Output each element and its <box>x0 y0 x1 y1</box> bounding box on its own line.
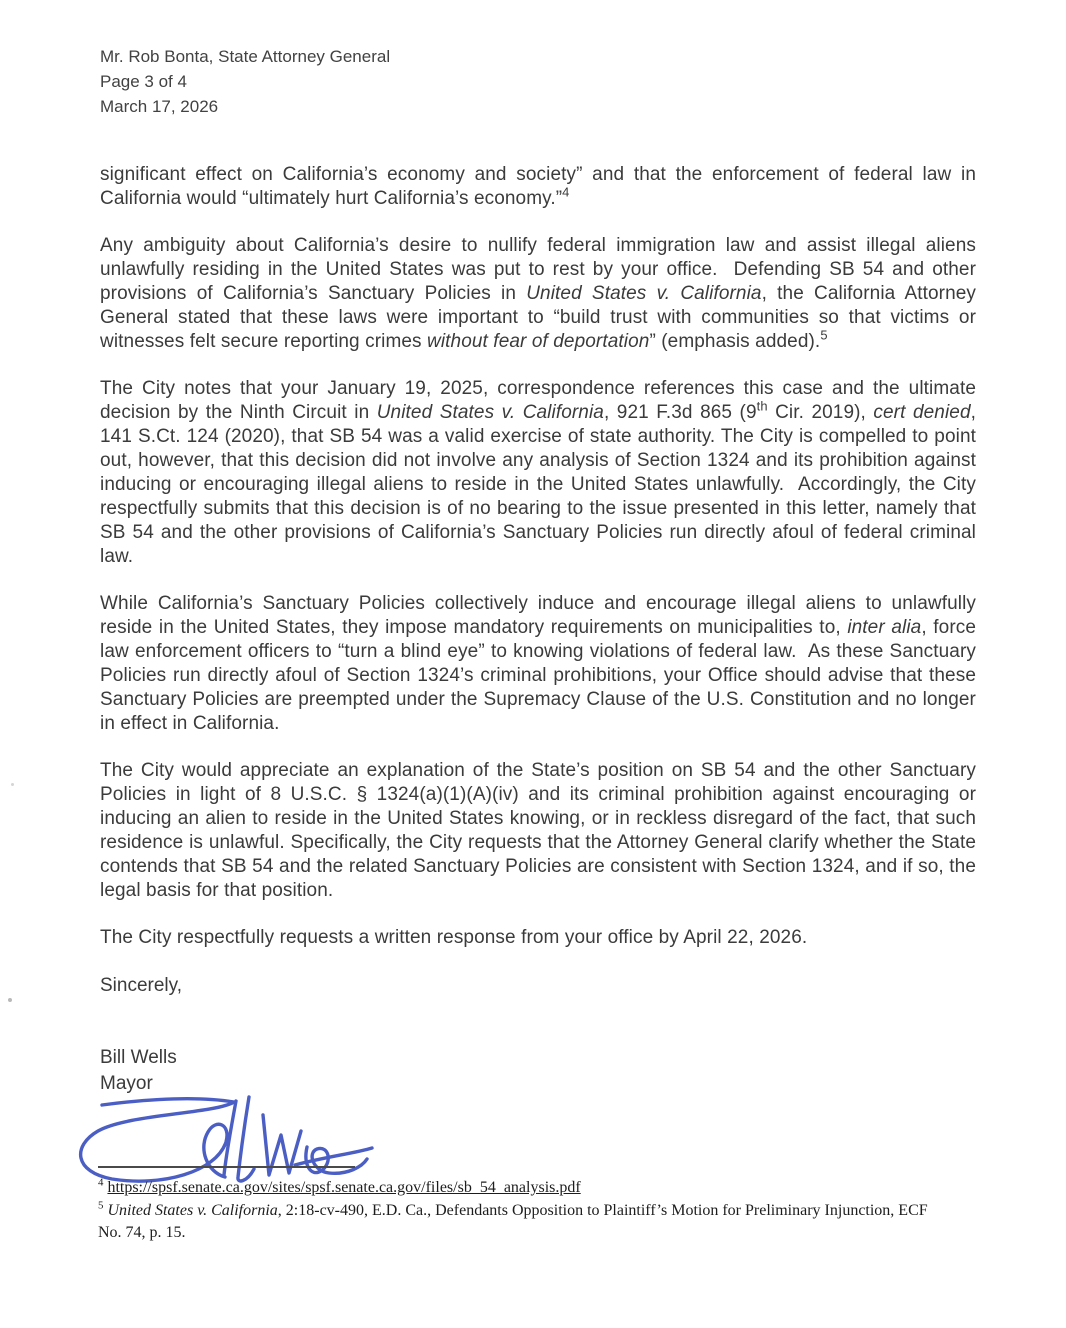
body-paragraph: The City would appreciate an explanation of the State’s position on SB 54 and the other Sanctuary Policies in light of 8 U.S.C. § 1324(a)(1)(A)(iv) and its criminal prohibition against encouraging or inducing an alien to reside in the United States knowing, or in reckless disregard of the fact, that such residence is unlawful. Specifically, the City requests that the Attorney General clarify whether the State contends that SB 54 and the related Sanctuary Policies are consistent with Section 1324, and if so, the legal basis for that position. <box>100 760 976 901</box>
footnotes <box>98 1177 928 1245</box>
signer-name: Bill Wells <box>100 1047 177 1068</box>
footnote-separator <box>98 1166 355 1168</box>
footnote-link[interactable]: https://spsf.senate.ca.gov/sites/spsf.senate.ca.gov/files/sb_54_analysis.pdf <box>107 1179 581 1196</box>
scan-speck <box>11 783 14 786</box>
body-paragraph: The City notes that your January 19, 2025, correspondence references this case and the ultimate decision by the Ninth Circuit in United States v. California, 921 F.3d 865 (9th Cir. 2019), cert denied, 141 S.Ct. 124 (2020), that SB 54 was a valid exercise of state authority. The City is compelled to point out, however, that this decision did not involve any analysis of Section 1324 and its prohibition against inducing or encouraging illegal aliens to reside in the United States unlawfully. Accordingly, the City respectfully submits that this decision is of no bearing to the issue presented in this letter, namely that SB 54 and the other provisions of California’s Sanctuary Policies run directly afoul of federal criminal law. <box>100 378 976 567</box>
header-page-number: Page 3 of 4 <box>100 72 187 91</box>
footnote-marker: 5 <box>98 1199 104 1212</box>
letter-content <box>100 44 976 1097</box>
body-paragraph: significant effect on California’s economy and society” and that the enforcement of federal law in California would “ultimately hurt California’s economy.”$^4$ <box>100 164 976 209</box>
body-paragraph: The City respectfully requests a written response from your office by April 22, 2026. <box>100 927 808 948</box>
body-paragraph: Any ambiguity about California’s desire to nullify federal immigration law and assist illegal aliens unlawfully residing in the United States was put to rest by your office. Defending SB 54 and other provisions of California’s Sanctuary Policies in United States v. California, the California Attorney General stated that these laws were important to “build trust with communities so that victims or witnesses felt secure reporting crimes without fear of deportation” (emphasis added).$^5$ <box>100 235 976 352</box>
signer-block <box>100 1045 976 1097</box>
footnote: $^5$ United States v. California, 2:18-cv-490, E.D. Ca., Defendants Opposition to Plaintiff’s Motion for Preliminary Injunction, ECF No. 74, p. 15. <box>98 1199 928 1241</box>
scan-speck <box>8 998 12 1002</box>
letter-header <box>100 44 976 119</box>
header-date: March 17, 2026 <box>100 97 219 116</box>
body-paragraph: While California’s Sanctuary Policies collectively induce and encourage illegal aliens to unlawfully reside in the United States, they impose mandatory requirements on municipalities to, inter alia, force law enforcement officers to “turn a blind eye” to knowing violations of federal law. As these Sanctuary Policies run directly afoul of Section 1324’s criminal prohibitions, your Office should advise that these Sanctuary Policies are preempted under the Supremacy Clause of the U.S. Constitution and no longer in effect in California. <box>100 593 977 734</box>
footnote-area <box>98 1166 928 1245</box>
header-recipient: Mr. Rob Bonta, State Attorney General <box>100 47 391 66</box>
letter-body <box>100 163 976 950</box>
footnote-marker: 4 <box>98 1176 104 1189</box>
footnote <box>98 1177 928 1200</box>
closing-salutation: Sincerely, <box>100 975 183 996</box>
signer-title: Mayor <box>100 1073 153 1094</box>
